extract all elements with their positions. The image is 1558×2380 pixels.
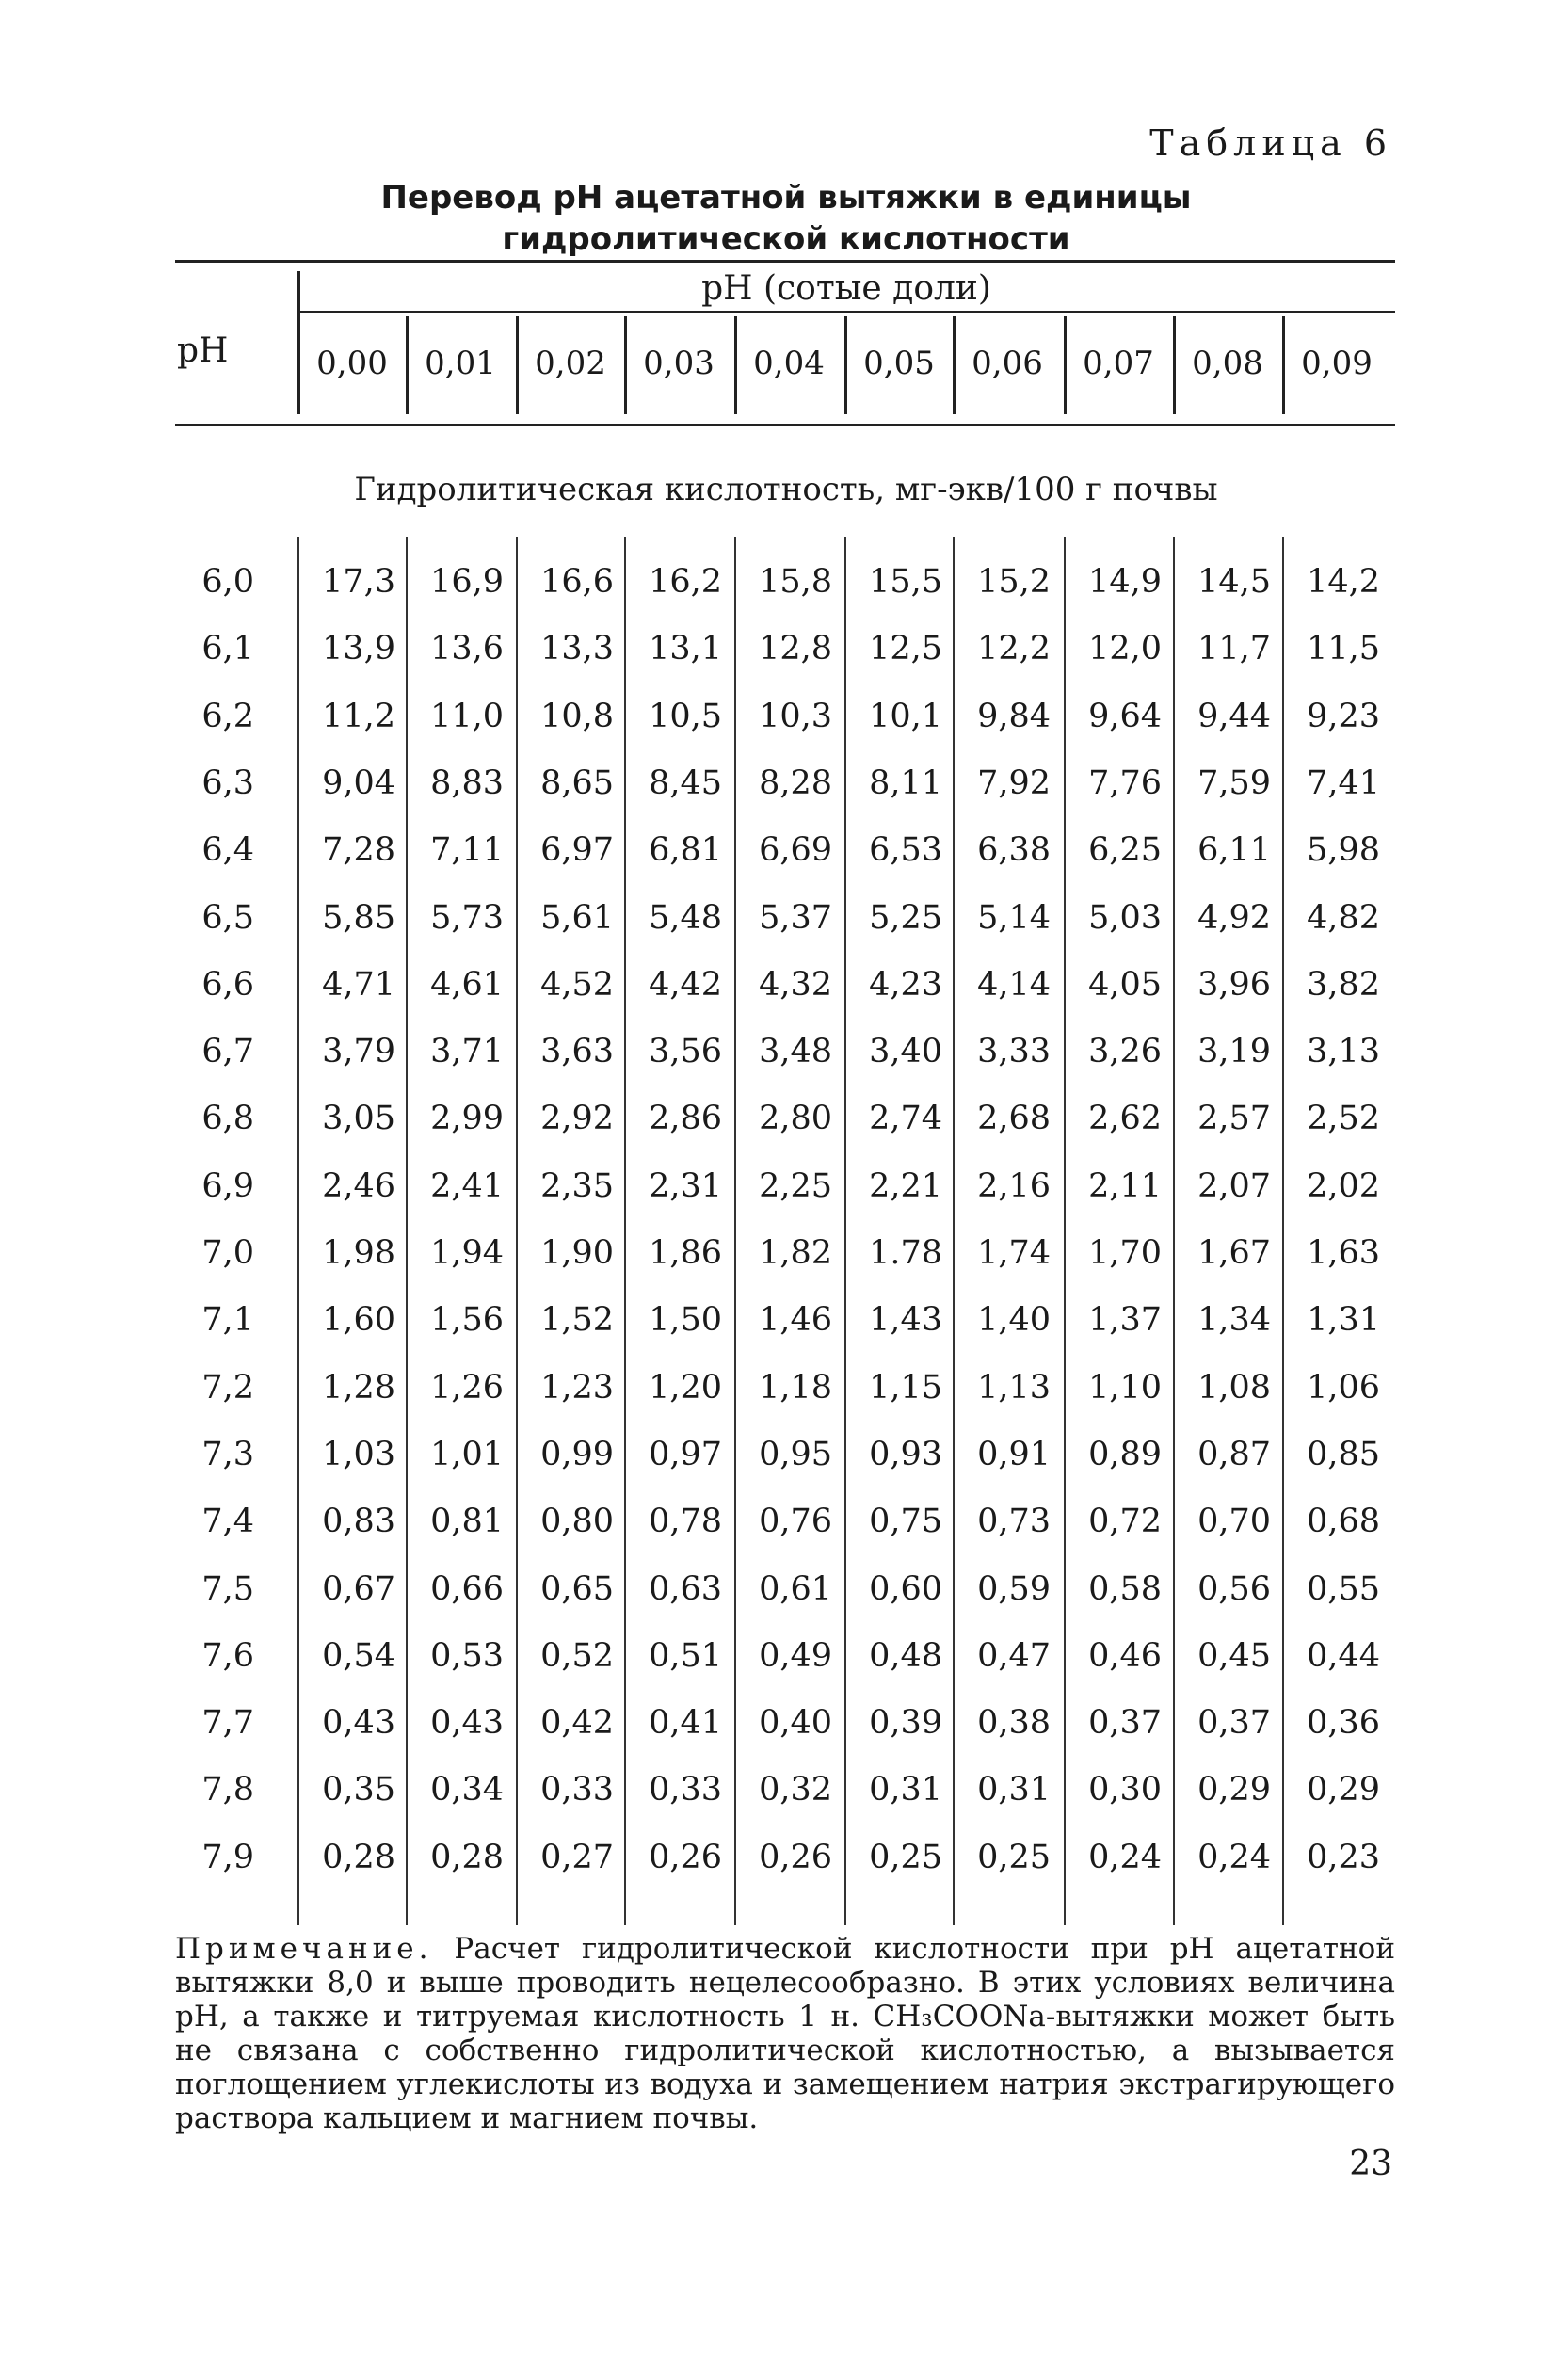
body-divider-main (297, 537, 299, 1925)
row-ph-1: 6,1 (201, 630, 254, 667)
header-divider-3 (624, 316, 627, 414)
header-divider-1 (406, 316, 409, 414)
table-cell: 0,85 (1307, 1436, 1380, 1473)
column-header-3: 0,03 (643, 345, 715, 382)
table-cell: 6,11 (1197, 831, 1271, 869)
table-cell: 10,3 (759, 698, 832, 735)
table-cell: 0,52 (540, 1637, 614, 1675)
table-cell: 5,37 (759, 899, 832, 937)
table-cell: 1,01 (430, 1436, 504, 1473)
table-cell: 1.78 (869, 1234, 942, 1272)
row-ph-17: 7,7 (201, 1704, 254, 1742)
table-cell: 10,1 (869, 698, 942, 735)
table-cell: 1,34 (1197, 1301, 1271, 1339)
table-cell: 2,52 (1307, 1100, 1380, 1137)
table-cell: 0,33 (649, 1771, 722, 1809)
table-cell: 0,43 (322, 1704, 395, 1742)
table-cell: 1,10 (1088, 1369, 1162, 1407)
table-cell: 0,25 (977, 1839, 1051, 1876)
header-divider-8 (1173, 316, 1176, 414)
table-cell: 0,44 (1307, 1637, 1380, 1675)
table-cell: 5,98 (1307, 831, 1380, 869)
table-cell: 3,19 (1197, 1033, 1271, 1070)
table-cell: 0,65 (540, 1570, 614, 1608)
table-cell: 0,35 (322, 1771, 395, 1809)
table-cell: 12,8 (759, 630, 832, 667)
row-ph-0: 6,0 (201, 563, 254, 601)
table-cell: 2,07 (1197, 1167, 1271, 1205)
table-cell: 0,43 (430, 1704, 504, 1742)
table-cell: 12,2 (977, 630, 1051, 667)
table-cell: 1,46 (759, 1301, 832, 1339)
table-cell: 1,18 (759, 1369, 832, 1407)
table-cell: 3,96 (1197, 966, 1271, 1004)
table-cell: 8,83 (430, 764, 504, 802)
table-cell: 7,11 (430, 831, 504, 869)
table-cell: 8,45 (649, 764, 722, 802)
table-cell: 0,83 (322, 1503, 395, 1540)
table-cell: 4,23 (869, 966, 942, 1004)
table-cell: 2,02 (1307, 1167, 1380, 1205)
table-cell: 0,27 (540, 1839, 614, 1876)
ph-column-header: pH (177, 331, 229, 370)
table-cell: 0,59 (977, 1570, 1051, 1608)
row-ph-18: 7,8 (201, 1771, 254, 1809)
table-cell: 8,28 (759, 764, 832, 802)
row-ph-3: 6,3 (201, 764, 254, 802)
table-cell: 7,76 (1088, 764, 1162, 802)
row-ph-15: 7,5 (201, 1570, 254, 1608)
table-cell: 0,61 (759, 1570, 832, 1608)
body-divider-6 (953, 537, 955, 1925)
table-cell: 1,52 (540, 1301, 614, 1339)
table-cell: 5,14 (977, 899, 1051, 937)
table-cell: 0,97 (649, 1436, 722, 1473)
table-cell: 0,55 (1307, 1570, 1380, 1608)
body-divider-1 (406, 537, 408, 1925)
column-header-4: 0,04 (753, 345, 825, 382)
table-cell: 0,63 (649, 1570, 722, 1608)
table-cell: 10,8 (540, 698, 614, 735)
table-cell: 1,15 (869, 1369, 942, 1407)
table-cell: 11,5 (1307, 630, 1380, 667)
header-bottom-rule (175, 424, 1395, 426)
table-cell: 12,0 (1088, 630, 1162, 667)
table-cell: 9,04 (322, 764, 395, 802)
table-cell: 0,34 (430, 1771, 504, 1809)
table-cell: 17,3 (322, 563, 395, 601)
table-cell: 6,25 (1088, 831, 1162, 869)
units-caption: Гидролитическая кислотность, мг-экв/100 г почвы (354, 471, 1218, 508)
table-cell: 0,51 (649, 1637, 722, 1675)
table-cell: 0,72 (1088, 1503, 1162, 1540)
table-cell: 7,59 (1197, 764, 1271, 802)
table-cell: 1,40 (977, 1301, 1051, 1339)
header-divider-6 (953, 316, 956, 414)
table-cell: 0,66 (430, 1570, 504, 1608)
row-ph-7: 6,7 (201, 1033, 254, 1070)
table-cell: 1,28 (322, 1369, 395, 1407)
row-ph-19: 7,9 (201, 1839, 254, 1876)
table-cell: 2,35 (540, 1167, 614, 1205)
title-line-1: Перевод pH ацетатной вытяжки в единицы (380, 179, 1192, 217)
table-cell: 0,37 (1197, 1704, 1271, 1742)
table-cell: 6,53 (869, 831, 942, 869)
table-cell: 1,20 (649, 1369, 722, 1407)
column-header-2: 0,02 (535, 345, 606, 382)
table-cell: 11,7 (1197, 630, 1271, 667)
table-cell: 7,92 (977, 764, 1051, 802)
table-cell: 0,25 (869, 1839, 942, 1876)
table-cell: 3,82 (1307, 966, 1380, 1004)
row-ph-5: 6,5 (201, 899, 254, 937)
table-cell: 0,80 (540, 1503, 614, 1540)
table-cell: 0,95 (759, 1436, 832, 1473)
table-cell: 15,2 (977, 563, 1051, 601)
column-header-5: 0,05 (863, 345, 935, 382)
table-cell: 3,79 (322, 1033, 395, 1070)
table-cell: 1,56 (430, 1301, 504, 1339)
row-ph-14: 7,4 (201, 1503, 254, 1540)
table-cell: 0,81 (430, 1503, 504, 1540)
table-cell: 4,14 (977, 966, 1051, 1004)
table-cell: 1,23 (540, 1369, 614, 1407)
table-cell: 0,46 (1088, 1637, 1162, 1675)
table-cell: 0,99 (540, 1436, 614, 1473)
table-cell: 4,05 (1088, 966, 1162, 1004)
body-divider-4 (734, 537, 736, 1925)
table-cell: 16,6 (540, 563, 614, 601)
row-ph-13: 7,3 (201, 1436, 254, 1473)
header-divider-main (297, 271, 300, 414)
table-cell: 16,9 (430, 563, 504, 601)
note-text: Расчет гидролитической кислотности при pH ацетатной вытяжки 8,0 и выше проводить нецелесообразно. В этих условиях величина pH, а также и титруемая кислотность 1 н. CH₃COONa-вытяжки может быть не связана с собственно гидролитической кислотностью, а вызывается поглощением углекислоты из водуха и замещением натрия экстрагирующего раствора кальцием и магнием почвы. (175, 1932, 1395, 2135)
table-cell: 1,70 (1088, 1234, 1162, 1272)
row-ph-6: 6,6 (201, 966, 254, 1004)
table-cell: 4,61 (430, 966, 504, 1004)
table-cell: 2,74 (869, 1100, 942, 1137)
table-cell: 3,71 (430, 1033, 504, 1070)
table-cell: 6,38 (977, 831, 1051, 869)
table-cell: 6,69 (759, 831, 832, 869)
header-divider-7 (1064, 316, 1067, 414)
table-cell: 16,2 (649, 563, 722, 601)
table-cell: 2,25 (759, 1167, 832, 1205)
table-cell: 2,41 (430, 1167, 504, 1205)
table-cell: 3,33 (977, 1033, 1051, 1070)
table-cell: 6,97 (540, 831, 614, 869)
table-cell: 15,8 (759, 563, 832, 601)
table-cell: 1,67 (1197, 1234, 1271, 1272)
table-cell: 0,73 (977, 1503, 1051, 1540)
body-divider-5 (844, 537, 846, 1925)
header-divider-4 (734, 316, 737, 414)
table-cell: 0,28 (322, 1839, 395, 1876)
column-header-1: 0,01 (425, 345, 496, 382)
table-cell: 0,49 (759, 1637, 832, 1675)
title-line-2: гидролитической кислотности (502, 220, 1070, 258)
table-cell: 1,50 (649, 1301, 722, 1339)
table-cell: 8,65 (540, 764, 614, 802)
table-cell: 0,56 (1197, 1570, 1271, 1608)
body-divider-2 (516, 537, 518, 1925)
table-cell: 4,52 (540, 966, 614, 1004)
header-divider-5 (844, 316, 847, 414)
table-cell: 0,31 (869, 1771, 942, 1809)
header-top-rule (175, 260, 1395, 263)
table-cell: 5,03 (1088, 899, 1162, 937)
table-cell: 0,36 (1307, 1704, 1380, 1742)
table-cell: 0,54 (322, 1637, 395, 1675)
row-ph-2: 6,2 (201, 698, 254, 735)
row-ph-4: 6,4 (201, 831, 254, 869)
table-cell: 0,24 (1088, 1839, 1162, 1876)
table-cell: 0,30 (1088, 1771, 1162, 1809)
table-label: Таблица 6 (1149, 122, 1392, 164)
table-cell: 2,11 (1088, 1167, 1162, 1205)
table-cell: 13,1 (649, 630, 722, 667)
table-cell: 0,53 (430, 1637, 504, 1675)
table-cell: 8,11 (869, 764, 942, 802)
table-cell: 0,41 (649, 1704, 722, 1742)
table-cell: 0,89 (1088, 1436, 1162, 1473)
table-cell: 0,48 (869, 1637, 942, 1675)
table-cell: 1,31 (1307, 1301, 1380, 1339)
table-cell: 0,93 (869, 1436, 942, 1473)
table-cell: 2,46 (322, 1167, 395, 1205)
table-cell: 2,31 (649, 1167, 722, 1205)
table-cell: 2,99 (430, 1100, 504, 1137)
table-cell: 1,06 (1307, 1369, 1380, 1407)
table-cell: 5,73 (430, 899, 504, 937)
table-cell: 2,21 (869, 1167, 942, 1205)
table-cell: 2,68 (977, 1100, 1051, 1137)
column-header-8: 0,08 (1192, 345, 1263, 382)
table-cell: 0,60 (869, 1570, 942, 1608)
table-cell: 2,16 (977, 1167, 1051, 1205)
table-cell: 1,03 (322, 1436, 395, 1473)
row-ph-11: 7,1 (201, 1301, 254, 1339)
body-divider-7 (1064, 537, 1066, 1925)
table-cell: 0,70 (1197, 1503, 1271, 1540)
table-cell: 1,82 (759, 1234, 832, 1272)
table-cell: 1,60 (322, 1301, 395, 1339)
table-cell: 0,40 (759, 1704, 832, 1742)
table-cell: 0,45 (1197, 1637, 1271, 1675)
body-divider-9 (1282, 537, 1284, 1925)
table-cell: 3,56 (649, 1033, 722, 1070)
table-title (179, 177, 1393, 260)
table-cell: 1,13 (977, 1369, 1051, 1407)
table-cell: 7,28 (322, 831, 395, 869)
row-ph-12: 7,2 (201, 1369, 254, 1407)
table-cell: 15,5 (869, 563, 942, 601)
table-cell: 1,26 (430, 1369, 504, 1407)
table-cell: 11,0 (430, 698, 504, 735)
table-cell: 0,26 (649, 1839, 722, 1876)
table-cell: 0,38 (977, 1704, 1051, 1742)
table-cell: 1,98 (322, 1234, 395, 1272)
table-cell: 2,86 (649, 1100, 722, 1137)
table-cell: 0,75 (869, 1503, 942, 1540)
table-cell: 5,25 (869, 899, 942, 937)
row-ph-9: 6,9 (201, 1167, 254, 1205)
table-cell: 0,68 (1307, 1503, 1380, 1540)
table-cell: 13,6 (430, 630, 504, 667)
table-cell: 0,29 (1197, 1771, 1271, 1809)
page-number: 23 (1349, 2145, 1392, 2183)
row-ph-8: 6,8 (201, 1100, 254, 1137)
table-cell: 9,23 (1307, 698, 1380, 735)
table-cell: 10,5 (649, 698, 722, 735)
table-cell: 0,28 (430, 1839, 504, 1876)
table-cell: 1,63 (1307, 1234, 1380, 1272)
table-cell: 0,24 (1197, 1839, 1271, 1876)
table-cell: 0,32 (759, 1771, 832, 1809)
table-cell: 1,74 (977, 1234, 1051, 1272)
table-cell: 0,37 (1088, 1704, 1162, 1742)
table-cell: 1,43 (869, 1301, 942, 1339)
column-header-0: 0,00 (316, 345, 388, 382)
table-cell: 3,13 (1307, 1033, 1380, 1070)
table-cell: 5,85 (322, 899, 395, 937)
table-cell: 5,61 (540, 899, 614, 937)
table-cell: 11,2 (322, 698, 395, 735)
column-header-9: 0,09 (1301, 345, 1373, 382)
table-cell: 6,81 (649, 831, 722, 869)
table-cell: 3,26 (1088, 1033, 1162, 1070)
table-cell: 2,57 (1197, 1100, 1271, 1137)
footnote (175, 1932, 1395, 2135)
table-cell: 4,71 (322, 966, 395, 1004)
table-cell: 2,80 (759, 1100, 832, 1137)
table-cell: 0,78 (649, 1503, 722, 1540)
table-cell: 0,31 (977, 1771, 1051, 1809)
header-divider-9 (1282, 316, 1285, 414)
table-cell: 3,63 (540, 1033, 614, 1070)
subheader-rule (297, 311, 1395, 313)
table-cell: 4,32 (759, 966, 832, 1004)
table-cell: 4,82 (1307, 899, 1380, 937)
table-cell: 0,39 (869, 1704, 942, 1742)
table-cell: 14,5 (1197, 563, 1271, 601)
table-cell: 9,84 (977, 698, 1051, 735)
table-cell: 14,2 (1307, 563, 1380, 601)
table-cell: 9,44 (1197, 698, 1271, 735)
body-divider-8 (1173, 537, 1175, 1925)
table-cell: 1,94 (430, 1234, 504, 1272)
table-cell: 0,42 (540, 1704, 614, 1742)
hundredths-subheader: pH (сотые доли) (701, 269, 991, 308)
header-divider-2 (516, 316, 519, 414)
table-cell: 1,90 (540, 1234, 614, 1272)
table-cell: 12,5 (869, 630, 942, 667)
note-lead: Примечание. (175, 1932, 433, 1966)
table-cell: 0,67 (322, 1570, 395, 1608)
table-cell: 1,08 (1197, 1369, 1271, 1407)
table-cell: 2,92 (540, 1100, 614, 1137)
table-cell: 7,41 (1307, 764, 1380, 802)
table-cell: 13,3 (540, 630, 614, 667)
body-divider-3 (624, 537, 626, 1925)
column-header-6: 0,06 (972, 345, 1043, 382)
table-cell: 1,37 (1088, 1301, 1162, 1339)
table-cell: 0,26 (759, 1839, 832, 1876)
column-header-7: 0,07 (1083, 345, 1154, 382)
table-cell: 0,33 (540, 1771, 614, 1809)
table-cell: 0,58 (1088, 1570, 1162, 1608)
table-cell: 13,9 (322, 630, 395, 667)
table-cell: 3,48 (759, 1033, 832, 1070)
table-cell: 9,64 (1088, 698, 1162, 735)
table-cell: 0,29 (1307, 1771, 1380, 1809)
table-cell: 14,9 (1088, 563, 1162, 601)
table-cell: 0,76 (759, 1503, 832, 1540)
row-ph-16: 7,6 (201, 1637, 254, 1675)
table-cell: 2,62 (1088, 1100, 1162, 1137)
table-cell: 4,92 (1197, 899, 1271, 937)
table-cell: 5,48 (649, 899, 722, 937)
table-cell: 3,40 (869, 1033, 942, 1070)
row-ph-10: 7,0 (201, 1234, 254, 1272)
table-cell: 1,86 (649, 1234, 722, 1272)
table-cell: 4,42 (649, 966, 722, 1004)
table-cell: 0,91 (977, 1436, 1051, 1473)
table-cell: 3,05 (322, 1100, 395, 1137)
table-cell: 0,47 (977, 1637, 1051, 1675)
table-cell: 0,23 (1307, 1839, 1380, 1876)
table-cell: 0,87 (1197, 1436, 1271, 1473)
